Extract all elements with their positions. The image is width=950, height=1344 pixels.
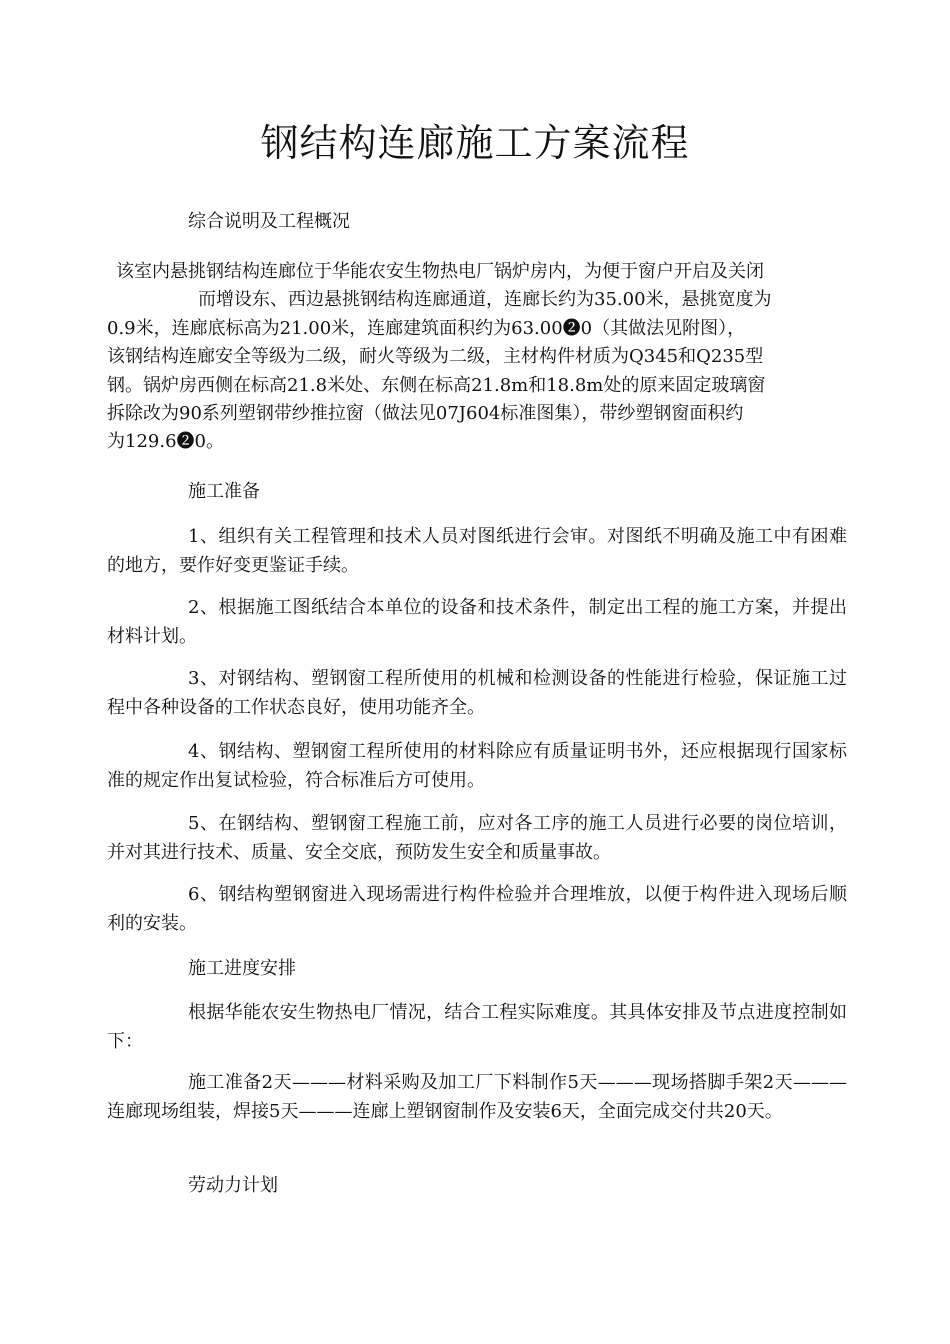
section-heading-labor: 劳动力计划 (188, 1175, 278, 1196)
overview-line: 而增设东、西边悬挑钢结构连廊通道，连廊长约为35.00米，悬挑宽度为 (198, 289, 772, 310)
section-heading-preparation: 施工准备 (188, 481, 260, 502)
overview-line: 0.9米，连廊底标高为21.00米，连廊建筑面积约为63.00❷0（其做法见附图）， (107, 318, 746, 339)
preparation-item: 2、根据施工图纸结合本单位的设备和技术条件，制定出工程的施工方案，并提出材料计划。 (107, 597, 847, 647)
overview-line: 为129.6❷0。 (107, 431, 224, 452)
preparation-item: 5、在钢结构、塑钢窗工程施工前，应对各工序的施工人员进行必要的岗位培训，并对其进行技术、质量、安全交底，预防发生安全和质量事故。 (107, 813, 847, 863)
preparation-item: 4、钢结构、塑钢窗工程所使用的材料除应有质量证明书外，还应根据现行国家标准的规定作出复试检验，符合标准后方可使用。 (107, 741, 847, 791)
overview-line: 拆除改为90系列塑钢带纱推拉窗（做法见07J604标准图集），带纱塑钢窗面积约 (107, 403, 744, 424)
overview-line: 该室内悬挑钢结构连廊位于华能农安生物热电厂锅炉房内，为便于窗户开启及关闭 (116, 261, 764, 282)
section-heading-schedule: 施工进度安排 (188, 958, 296, 979)
overview-line: 钢。锅炉房西侧在标高21.8米处、东侧在标高21.8m和18.8m处的原来固定玻璃窗 (107, 375, 766, 396)
preparation-item: 1、组织有关工程管理和技术人员对图纸进行会审。对图纸不明确及施工中有困难的地方，要作好变更鉴证手续。 (107, 526, 847, 576)
overview-line: 该钢结构连廊安全等级为二级，耐火等级为二级，主材构件材质为Q345和Q235型 (107, 346, 764, 367)
document-title: 钢结构连廊施工方案流程 (260, 121, 690, 165)
schedule-paragraph: 根据华能农安生物热电厂情况，结合工程实际难度。其具体安排及节点进度控制如下： (107, 1002, 847, 1052)
preparation-item: 6、钢结构塑钢窗进入现场需进行构件检验并合理堆放，以便于构件进入现场后顺利的安装。 (107, 884, 847, 934)
schedule-paragraph: 施工准备2天———材料采购及加工厂下料制作5天———现场搭脚手架2天———连廊现场组装，焊接5天———连廊上塑钢窗制作及安装6天，全面完成交付共20天。 (107, 1072, 847, 1122)
section-heading-overview: 综合说明及工程概况 (188, 211, 350, 232)
preparation-item: 3、对钢结构、塑钢窗工程所使用的机械和检测设备的性能进行检验，保证施工过程中各种设备的工作状态良好，使用功能齐全。 (107, 668, 847, 718)
